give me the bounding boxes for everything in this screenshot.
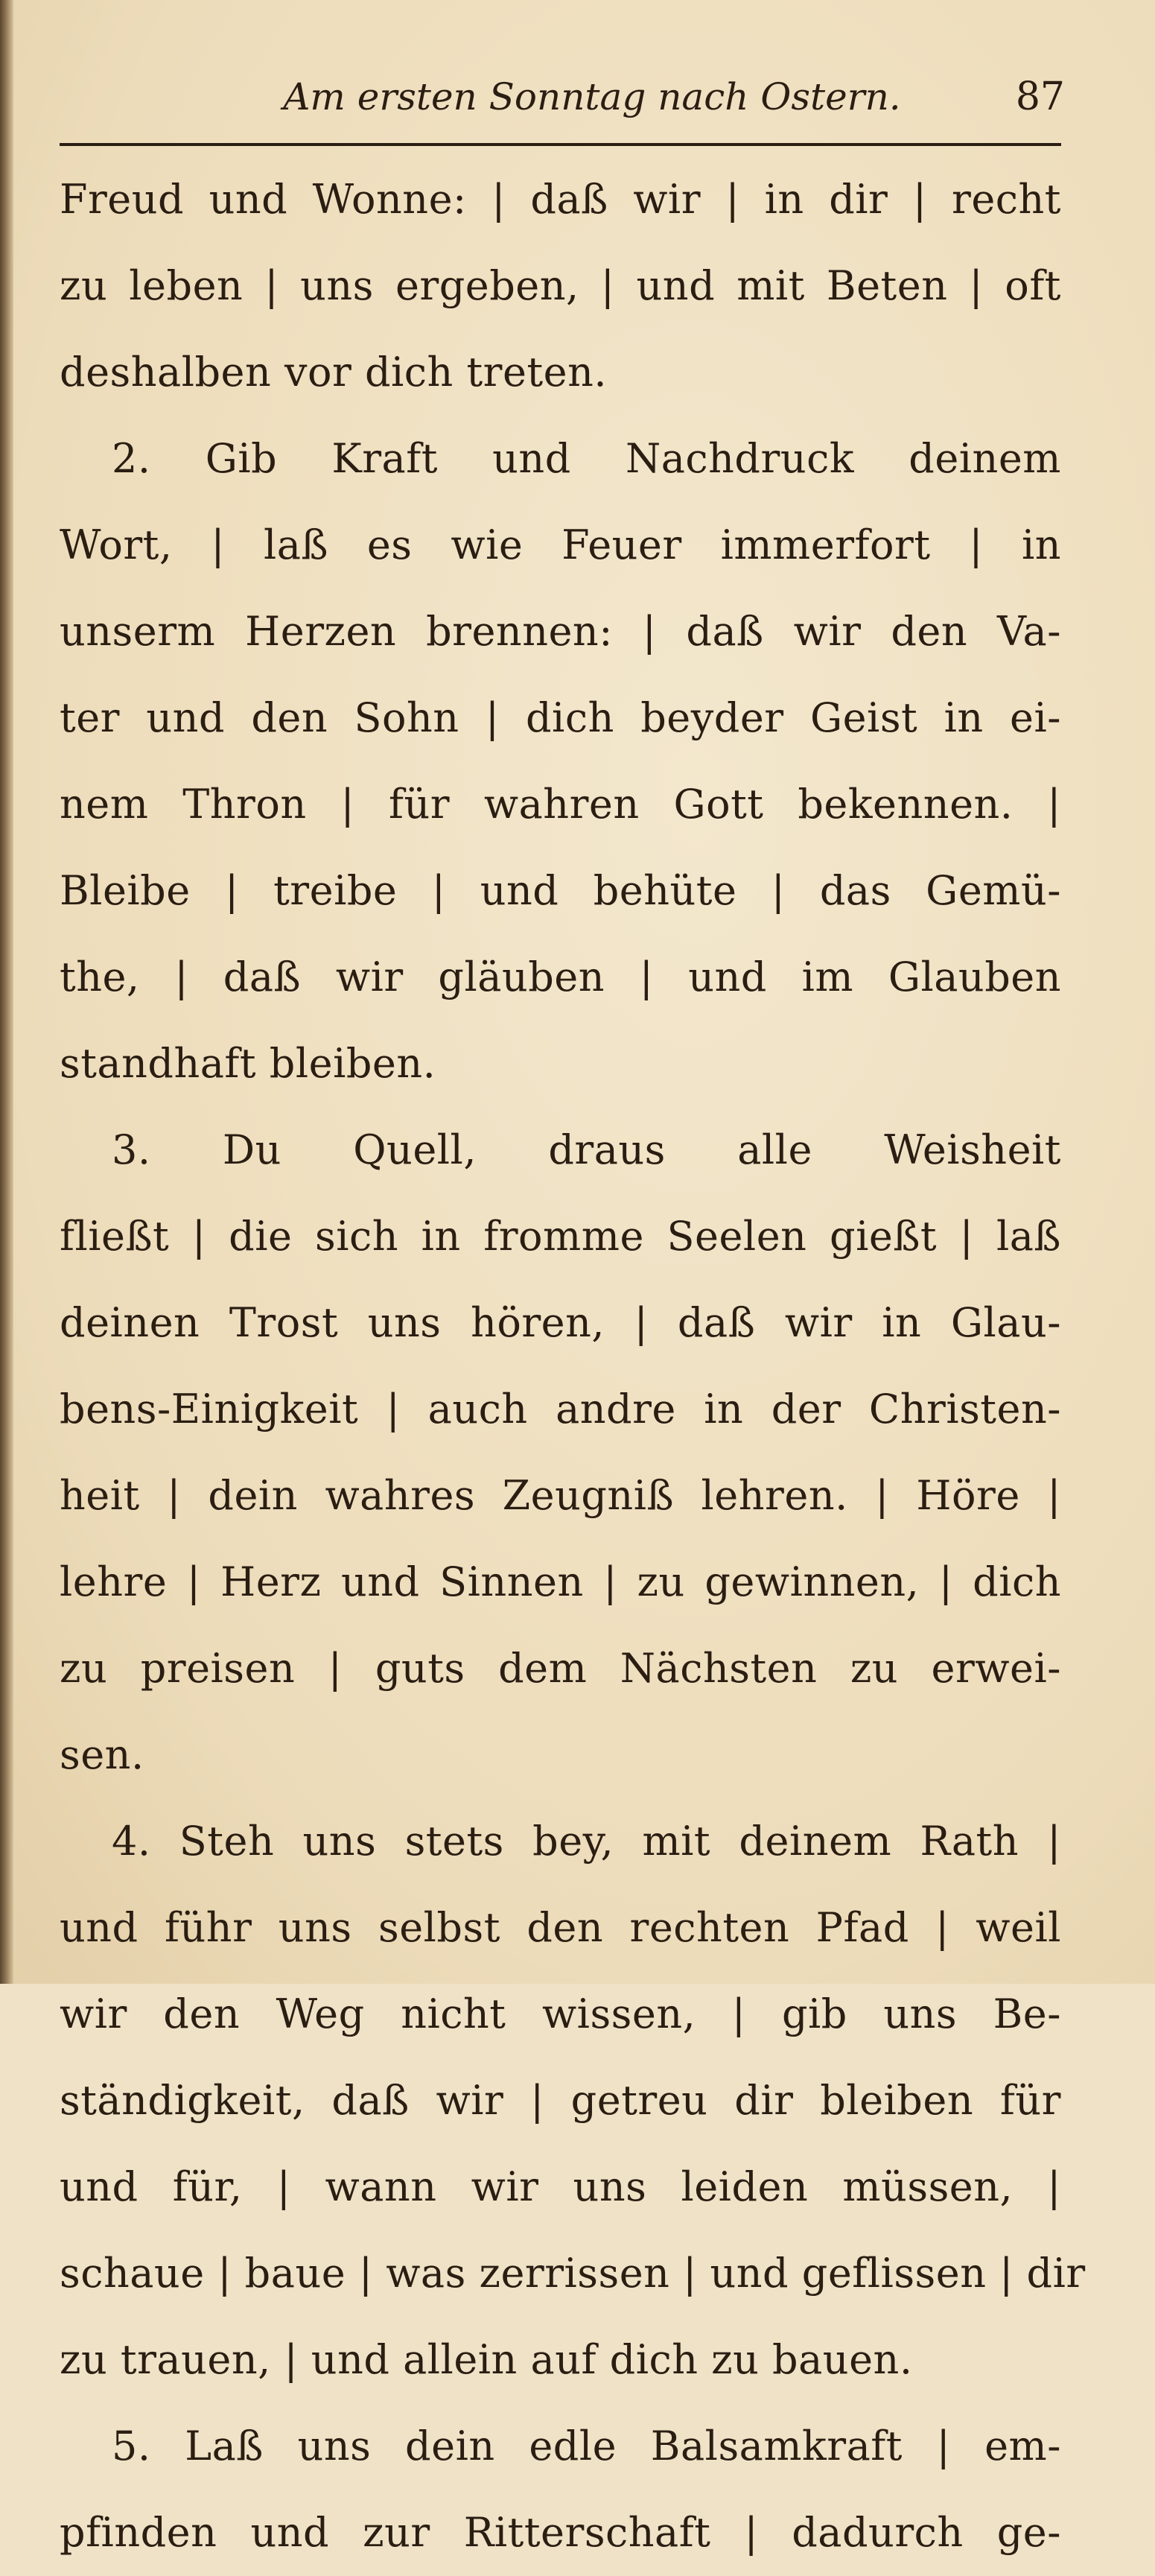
text-line: nem Thron | für wahren Gott bekennen. | — [60, 781, 1061, 828]
text-line: wir den Weg nicht wissen, | gib uns Be- — [60, 1990, 1061, 2037]
text-line: schaue | baue | was zerrissen | und geflissen | dir — [60, 2250, 1086, 2297]
text-line: bens-Einigkeit | auch andre in der Christen- — [60, 1386, 1061, 1433]
text-line: 4. Steh uns stets bey, mit deinem Rath | — [112, 1818, 1061, 1865]
text-line: standhaft bleiben. — [60, 1040, 436, 1087]
hymn-text — [60, 156, 1086, 2576]
text-line: pfinden und zur Ritterschaft | dadurch ge- — [60, 2509, 1061, 2556]
text-line: 2. Gib Kraft und Nachdruck deinem — [112, 435, 1061, 482]
text-line: zu preisen | guts dem Nächsten zu erwei- — [60, 1645, 1061, 1692]
text-line: und führ uns selbst den rechten Pfad | weil — [60, 1904, 1061, 1951]
text-line: Wort, | laß es wie Feuer immerfort | in — [60, 521, 1061, 568]
text-line: 3. Du Quell, draus alle Weisheit — [112, 1126, 1061, 1173]
text-line: ständigkeit, daß wir | getreu dir bleiben für — [60, 2077, 1061, 2124]
text-line: unserm Herzen brennen: | daß wir den Va- — [60, 608, 1061, 655]
binding-edge — [0, 0, 13, 1984]
text-line: deshalben vor dich treten. — [60, 349, 608, 396]
text-line: ter und den Sohn | dich beyder Geist in ei- — [60, 694, 1061, 741]
text-line: sen. — [60, 1731, 144, 1778]
text-line: fließt | die sich in fromme Seelen gießt | laß — [60, 1213, 1061, 1260]
page-header — [60, 67, 1065, 127]
text-line: 5. Laß uns dein edle Balsamkraft | em- — [112, 2423, 1061, 2469]
text-line: heit | dein wahres Zeugniß lehren. | Höre | — [60, 1472, 1061, 1519]
text-line: Bleibe | treibe | und behüte | das Gemü- — [60, 867, 1061, 914]
text-line: Freud und Wonne: | daß wir | in dir | recht — [60, 176, 1061, 223]
text-line: zu trauen, | und allein auf dich zu bauen. — [60, 2336, 913, 2383]
text-line: lehre | Herz und Sinnen | zu gewinnen, | dich — [60, 1558, 1061, 1605]
running-title: Am ersten Sonntag nach Ostern. — [283, 75, 901, 118]
text-line: deinen Trost uns hören, | daß wir in Glau- — [60, 1299, 1061, 1346]
header-rule — [60, 143, 1061, 146]
page-number: 87 — [1015, 74, 1065, 119]
text-line: the, | daß wir gläuben | und im Glauben — [60, 954, 1061, 1000]
text-line: zu leben | uns ergeben, | und mit Beten | oft — [60, 262, 1061, 309]
text-line: und für, | wann wir uns leiden müssen, | — [60, 2163, 1061, 2210]
